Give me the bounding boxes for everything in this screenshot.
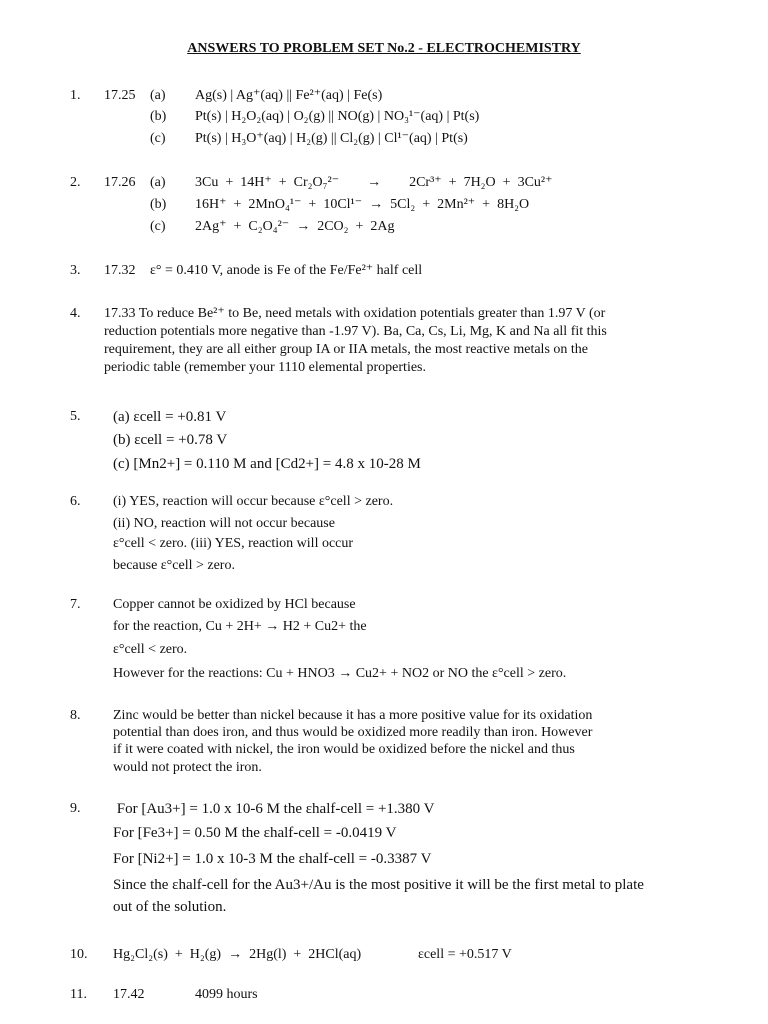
- answer-line: requirement, they are all either group IA or IIA metals, the most reactive metals on the: [104, 342, 588, 357]
- answer-line: For [Fe3+] = 0.50 M the εhalf-cell = -0.0419 V: [113, 825, 397, 841]
- answer-line: reduction potentials more negative than -1.97 V). Ba, Ca, Cs, Li, Mg, K and Na all fit this: [104, 324, 607, 339]
- answer-line: (i) YES, reaction will occur because ε°cell > zero.: [113, 494, 394, 509]
- answer-line: would not protect the iron.: [113, 760, 262, 775]
- problem-reference: 17.26: [104, 175, 136, 190]
- cell-potential: εcell = +0.517 V: [418, 947, 512, 962]
- answer-text: ε° = 0.410 V, anode is Fe of the Fe/Fe²⁺ half cell: [150, 263, 423, 278]
- answer-text: 2Ag⁺ + C₂O₄²⁻ → 2CO₂ + 2Ag: [195, 219, 395, 234]
- answer-line: (c) [Mn2+] = 0.110 M and [Cd2+] = 4.8 x 10-28 M: [113, 456, 421, 472]
- question-number: 11.: [70, 987, 87, 1002]
- answer-line: ε°cell < zero.: [113, 642, 188, 657]
- answer-line: periodic table (remember your 1110 elemental properties.: [104, 360, 426, 375]
- problem-reference: 17.32: [104, 263, 136, 278]
- part-label: (c): [150, 219, 166, 234]
- question-number: 3.: [70, 263, 81, 278]
- answer-line: However for the reactions: Cu + HNO3 → Cu2+ + NO2 or NO the ε°cell > zero.: [113, 666, 567, 681]
- part-label: (a): [150, 175, 166, 190]
- page-title: ANSWERS TO PROBLEM SET No.2 - ELECTROCHEMISTRY: [187, 41, 581, 56]
- answer-line: potential than does iron, and thus would be oxidized more readily than iron. However: [113, 725, 593, 740]
- answer-line: Copper cannot be oxidized by HCl because: [113, 597, 356, 612]
- answer-line: out of the solution.: [113, 899, 227, 915]
- answer-text: 3Cu + 14H⁺ + Cr₂O₇²⁻ → 2Cr³⁺ + 7H₂O + 3Cu²⁺: [195, 175, 553, 190]
- problem-reference: 17.42: [113, 987, 145, 1002]
- part-label: (b): [150, 109, 167, 124]
- answer-line: (ii) NO, reaction will not occur because: [113, 516, 335, 531]
- answer-line: (a) εcell = +0.81 V: [113, 409, 227, 425]
- question-number: 1.: [70, 88, 81, 103]
- answer-line: 17.33 To reduce Be²⁺ to Be, need metals with oxidation potentials greater than 1.97 V (or: [104, 306, 606, 321]
- answer-line: if it were coated with nickel, the iron would be oxidized before the nickel and thus: [113, 742, 575, 757]
- answer-text: Ag(s) | Ag⁺(aq) || Fe²⁺(aq) | Fe(s): [195, 88, 383, 103]
- part-label: (b): [150, 197, 167, 212]
- answer-line: For [Ni2+] = 1.0 x 10-3 M the εhalf-cell = -0.3387 V: [113, 851, 432, 867]
- question-number: 7.: [70, 597, 81, 612]
- part-label: (a): [150, 88, 166, 103]
- answer-line: because ε°cell > zero.: [113, 558, 235, 573]
- problem-reference: 17.25: [104, 88, 136, 103]
- answer-line: (b) εcell = +0.78 V: [113, 432, 228, 448]
- answer-text: 4099 hours: [195, 987, 258, 1002]
- part-label: (c): [150, 131, 166, 146]
- answer-line: ε°cell < zero. (iii) YES, reaction will occur: [113, 536, 354, 551]
- answer-line: for the reaction, Cu + 2H+ → H2 + Cu2+ the: [113, 619, 367, 634]
- question-number: 6.: [70, 494, 81, 509]
- question-number: 4.: [70, 306, 81, 321]
- answer-line: Zinc would be better than nickel because it has a more positive value for its oxidation: [113, 708, 593, 723]
- question-number: 9.: [70, 801, 81, 816]
- answer-text: 16H⁺ + 2MnO₄¹⁻ + 10Cl¹⁻ → 5Cl₂ + 2Mn²⁺ + 8H₂O: [195, 197, 530, 212]
- question-number: 8.: [70, 708, 81, 723]
- answer-text: Pt(s) | H₂O₂(aq) | O₂(g) || NO(g) | NO₃¹⁻(aq) | Pt(s): [195, 109, 480, 124]
- answer-text: Pt(s) | H₃O⁺(aq) | H₂(g) || Cl₂(g) | Cl¹⁻(aq) | Pt(s): [195, 131, 468, 146]
- answer-line: Since the εhalf-cell for the Au3+/Au is the most positive it will be the first metal to plate: [113, 877, 644, 893]
- question-number: 2.: [70, 175, 81, 190]
- question-number: 10.: [70, 947, 88, 962]
- question-number: 5.: [70, 409, 81, 424]
- equation: Hg₂Cl₂(s) + H₂(g) → 2Hg(l) + 2HCl(aq): [113, 947, 362, 962]
- answer-line: For [Au3+] = 1.0 x 10-6 M the εhalf-cell = +1.380 V: [113, 801, 435, 817]
